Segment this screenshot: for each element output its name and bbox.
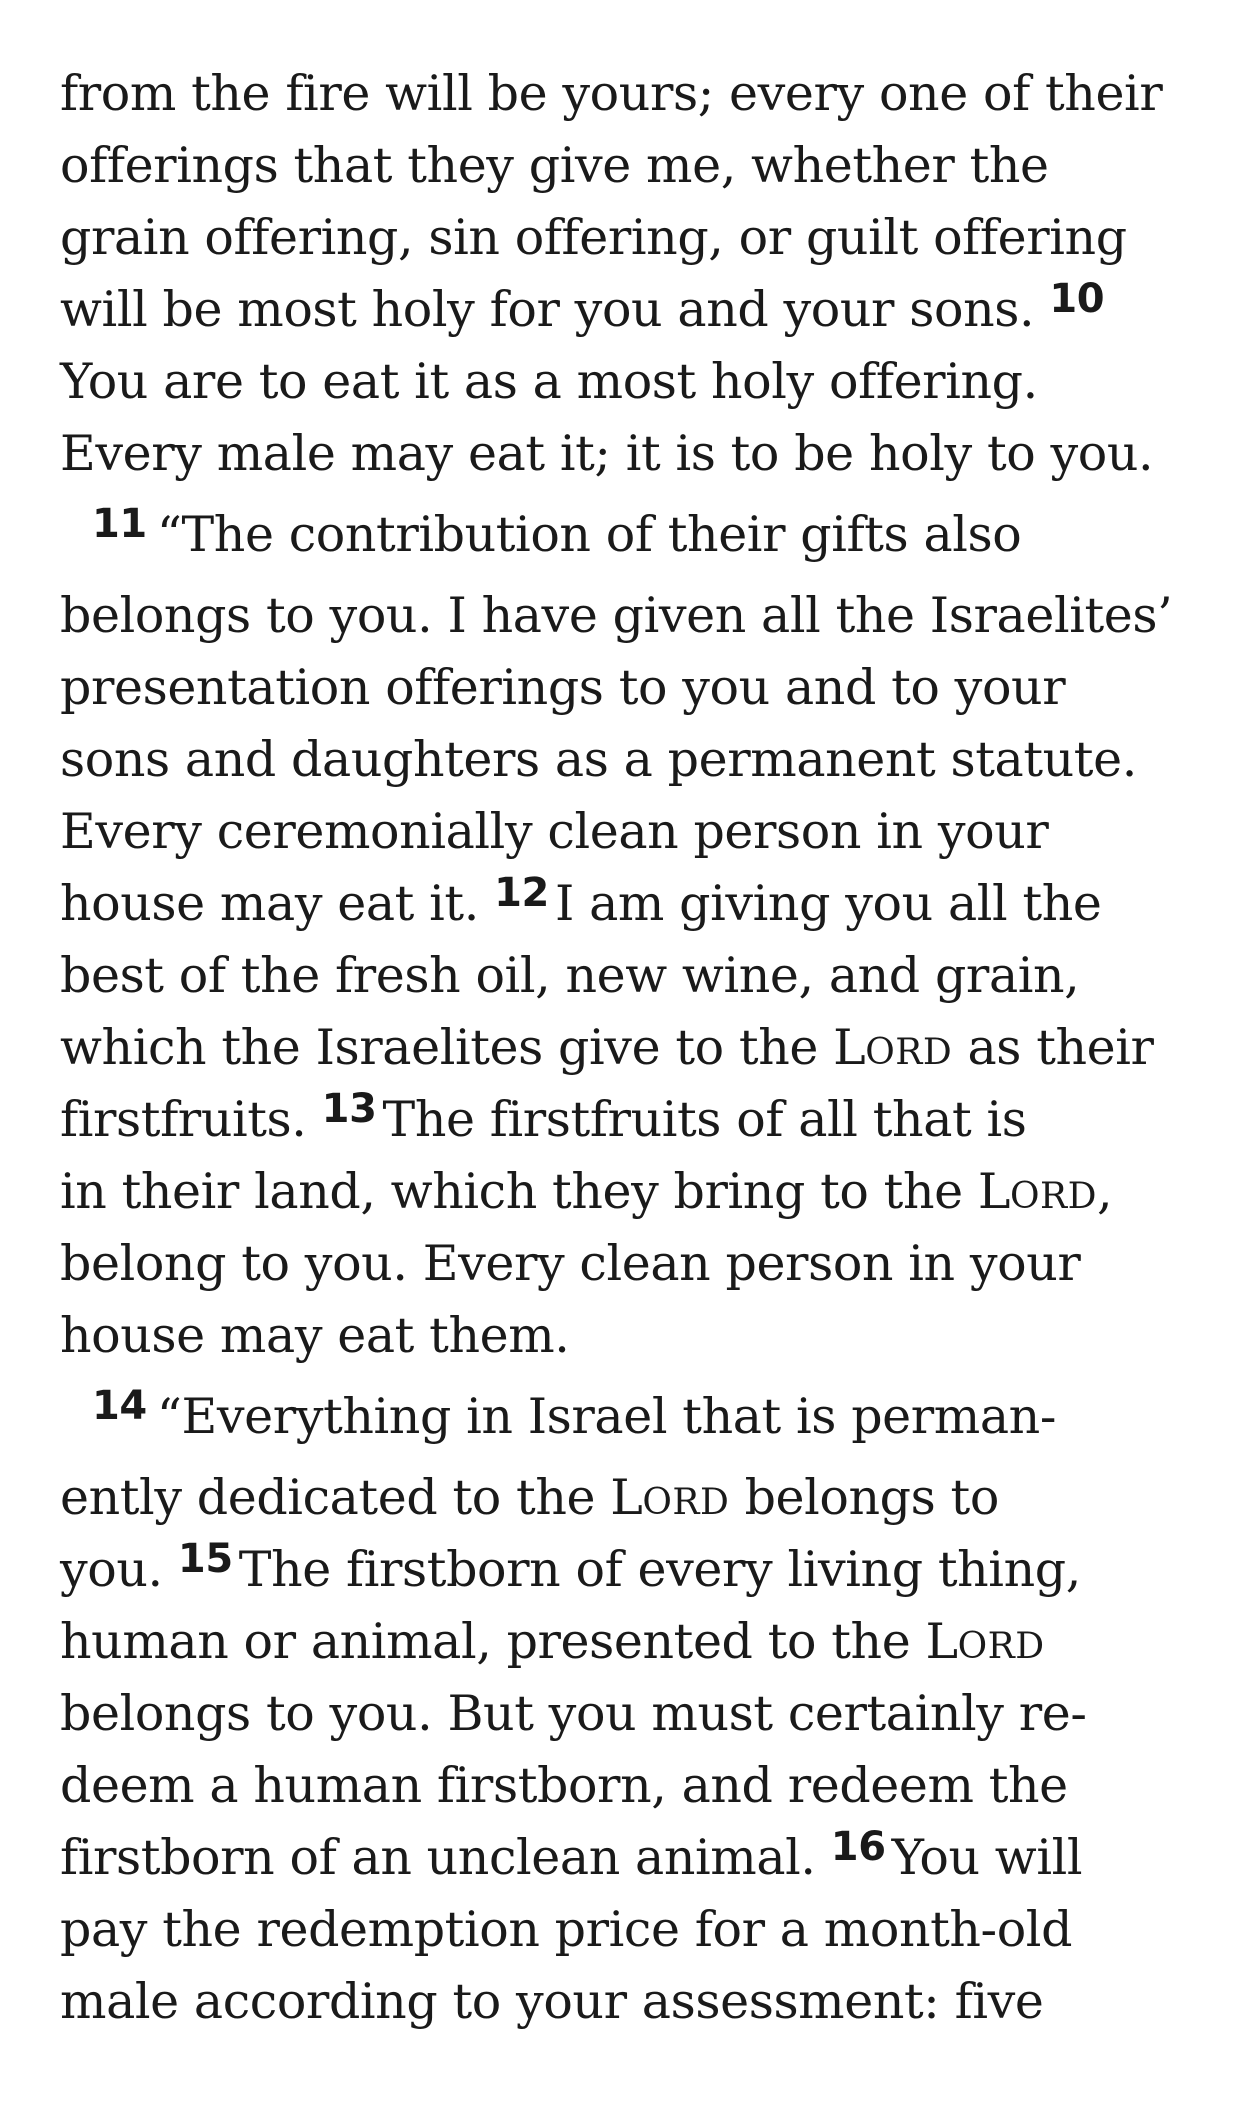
verse-number: 13 [321,1086,377,1132]
verse-text: belong to you. Every clean person in your [60,1235,1081,1292]
verse-text: I am giving you all the [554,875,1102,932]
text-line [60,58,1190,130]
verse-text: best of the fresh oil, new wine, and grain, [60,947,1080,1004]
small-caps-text: ORD [865,1032,953,1073]
text-line [60,274,1190,346]
verse-text: belongs to you. I have given all the Israelites’ [60,587,1173,644]
verse-number: 10 [1049,276,1105,322]
text-line [60,202,1190,274]
text-line [60,1462,1190,1534]
verse-number: 14 [92,1383,147,1429]
scripture-page [60,58,1190,2038]
text-line [60,1156,1190,1228]
verse-text: grain offering, sin offering, or guilt offering [60,209,1127,266]
paragraph-start-line [60,490,1190,580]
verse-number: 15 [177,1536,233,1582]
verse-text: male according to your assessment: five [60,1973,1044,2030]
small-caps-text: ORD [642,1482,730,1523]
verse-text: Every ceremonially clean person in your [60,803,1049,860]
verse-number: 16 [830,1824,886,1870]
verse-number: 12 [494,870,549,916]
verse-text: house may eat them. [60,1307,570,1364]
text-line [60,1084,1190,1156]
verse-text: sons and daughters as a permanent statute. [60,731,1137,788]
small-caps-text: ORD [1010,1176,1098,1217]
text-line [60,1678,1190,1750]
verse-text: You will [891,1829,1083,1886]
small-caps-text: ORD [957,1626,1045,1667]
text-line [60,418,1190,490]
verse-text: ently dedicated to the L [60,1469,643,1526]
text-line [60,1300,1190,1372]
verse-text: deem a human firstborn, and redeem the [60,1757,1068,1814]
paragraph-start-line [60,1372,1190,1462]
text-line [60,1750,1190,1822]
verse-text: offerings that they give me, whether the [60,137,1049,194]
verse-text: you. [60,1541,178,1598]
verse-text: The firstfruits of all that is [382,1091,1027,1148]
text-line [60,1606,1190,1678]
text-line [60,1534,1190,1606]
text-line [60,346,1190,418]
verse-text: will be most holy for you and your sons. [60,281,1050,338]
verse-text: belongs to [729,1469,999,1526]
verse-text: firstborn of an unclean animal. [60,1829,831,1886]
text-line [60,724,1190,796]
verse-text: presentation offerings to you and to your [60,659,1066,716]
verse-text: The firstborn of every living thing, [238,1541,1081,1598]
text-line [60,1894,1190,1966]
verse-text: pay the redemption price for a month-old [60,1901,1073,1958]
verse-text: from the fire will be yours; every one of their [60,65,1163,122]
text-line [60,868,1190,940]
verse-text: as their [952,1019,1154,1076]
text-line [60,1966,1190,2038]
text-line [60,1228,1190,1300]
verse-text: firstfruits. [60,1091,322,1148]
verse-text: house may eat it. [60,875,495,932]
text-line [60,130,1190,202]
text-line [60,1012,1190,1084]
text-line [60,796,1190,868]
verse-text: “Everything in Israel that is perman- [156,1388,1056,1445]
verse-text: human or animal, presented to the L [60,1613,958,1670]
verse-text: belongs to you. But you must certainly re- [60,1685,1087,1742]
text-line [60,652,1190,724]
verse-text: “The contribution of their gifts also [156,506,1022,563]
verse-text: , [1097,1163,1113,1220]
verse-text: in their land, which they bring to the L [60,1163,1011,1220]
text-line [60,1822,1190,1894]
verse-text: Every male may eat it; it is to be holy to you. [60,425,1154,482]
verse-text: You are to eat it as a most holy offering. [60,353,1038,410]
text-line [60,940,1190,1012]
text-line [60,580,1190,652]
verse-text: which the Israelites give to the L [60,1019,866,1076]
verse-number: 11 [92,501,147,547]
